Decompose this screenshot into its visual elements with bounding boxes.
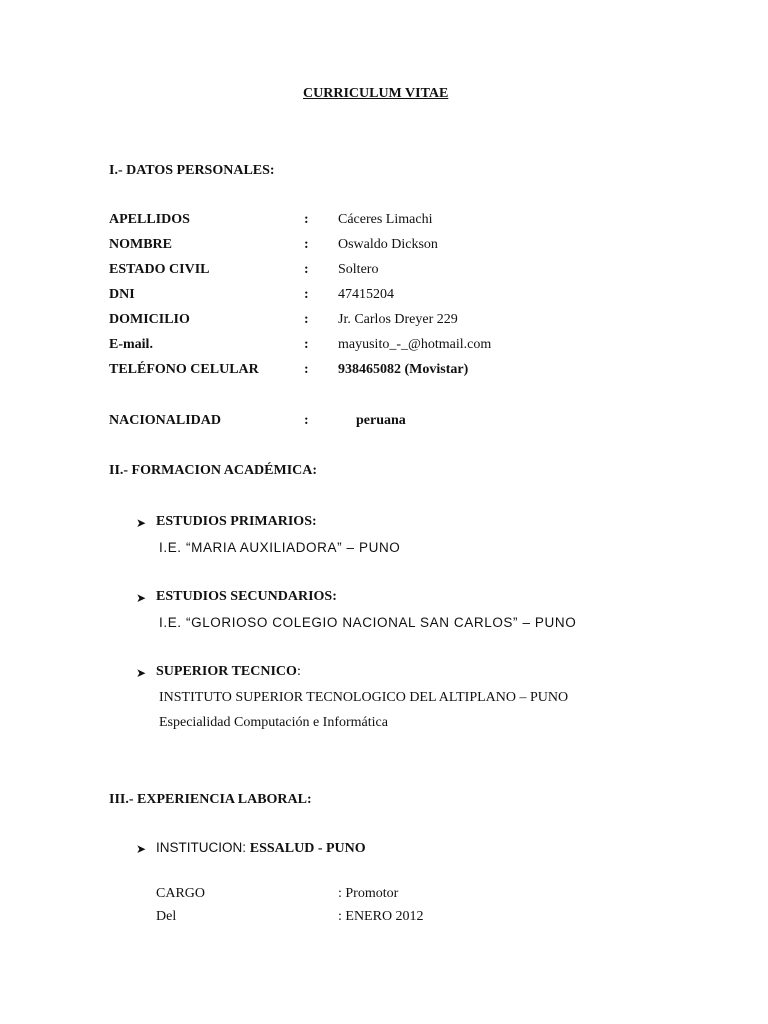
arrowhead-bullet-icon: ➤ — [136, 591, 147, 605]
institution-line: INSTITUCION: ESSALUD - PUNO — [156, 840, 366, 856]
education-item-detail: I.E. “MARIA AUXILIADORA” – PUNO — [159, 540, 401, 555]
field-separator: : — [304, 312, 309, 327]
field-label: APELLIDOS — [109, 212, 190, 227]
field-label: DOMICILIO — [109, 312, 190, 327]
education-item-detail: I.E. “GLORIOSO COLEGIO NACIONAL SAN CARLOS” – PUNO — [159, 615, 577, 630]
arrowhead-bullet-icon: ➤ — [136, 516, 147, 530]
field-value-domicilio: Jr. Carlos Dreyer 229 — [338, 312, 458, 327]
experience-detail-label: CARGO — [156, 886, 206, 901]
section-heading-experience: III.- EXPERIENCIA LABORAL: — [109, 792, 312, 807]
field-label: E-mail. — [109, 337, 153, 352]
education-item-title: ESTUDIOS PRIMARIOS: — [156, 514, 317, 529]
field-separator: : — [304, 362, 309, 377]
arrowhead-bullet-icon: ➤ — [136, 666, 147, 680]
experience-detail-value: : ENERO 2012 — [338, 909, 424, 924]
education-item-detail: Especialidad Computación e Informática — [159, 715, 388, 730]
field-label: NOMBRE — [109, 237, 172, 252]
field-label: TELÉFONO CELULAR — [109, 362, 259, 377]
education-item-title: ESTUDIOS SECUNDARIOS: — [156, 589, 337, 604]
field-label: DNI — [109, 287, 135, 302]
section-heading-education: II.- FORMACION ACADÉMICA: — [109, 463, 318, 478]
field-separator: : — [304, 337, 309, 352]
field-value-estado-civil: Soltero — [338, 262, 379, 277]
field-value-dni: 47415204 — [338, 287, 394, 302]
field-value-email: mayusito_-_@hotmail.com — [338, 337, 492, 352]
field-separator: : — [304, 413, 309, 428]
field-separator: : — [304, 212, 309, 227]
document-title: CURRICULUM VITAE — [303, 86, 449, 101]
field-value-nombre: Oswaldo Dickson — [338, 237, 438, 252]
arrowhead-bullet-icon: ➤ — [136, 842, 147, 856]
field-separator: : — [304, 262, 309, 277]
field-separator: : — [304, 237, 309, 252]
field-label: NACIONALIDAD — [109, 413, 222, 428]
field-value-apellidos: Cáceres Limachi — [338, 212, 433, 227]
field-label: ESTADO CIVIL — [109, 262, 210, 277]
field-separator: : — [304, 287, 309, 302]
field-value-nacionalidad: peruana — [356, 413, 406, 428]
field-value-telefono: 938465082 (Movistar) — [338, 362, 469, 377]
experience-detail-value: : Promotor — [338, 886, 399, 901]
section-heading-personal: I.- DATOS PERSONALES: — [109, 163, 275, 178]
education-item-title: SUPERIOR TECNICO: — [156, 664, 301, 679]
education-item-detail: INSTITUTO SUPERIOR TECNOLOGICO DEL ALTIPLANO – PUNO — [159, 690, 569, 705]
experience-detail-label: Del — [156, 909, 177, 924]
